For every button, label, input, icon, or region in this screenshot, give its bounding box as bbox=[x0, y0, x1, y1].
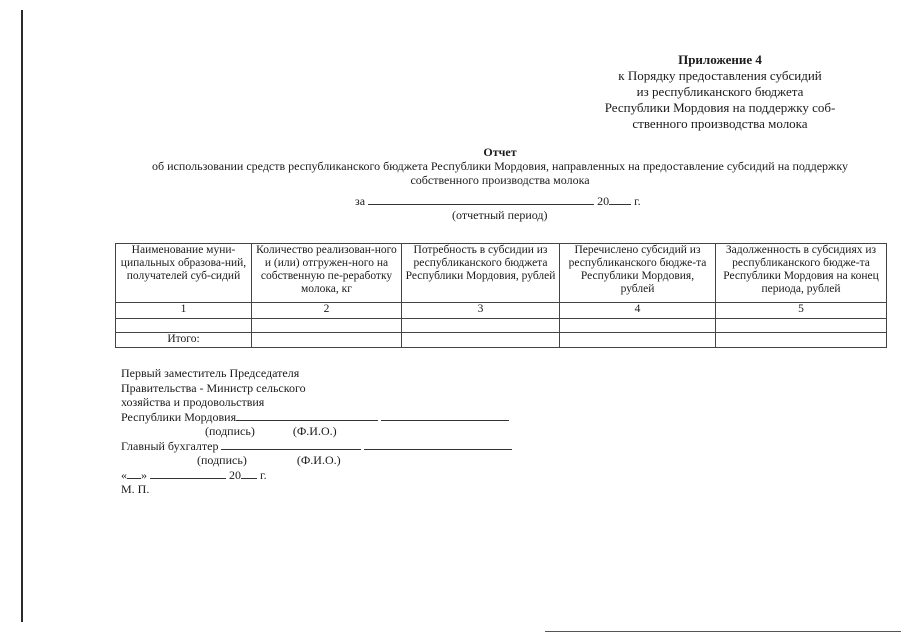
period-year-blank[interactable] bbox=[609, 194, 631, 205]
official-title-line: Первый заместитель Председателя bbox=[121, 366, 300, 380]
period-caption: (отчетный период) bbox=[452, 208, 548, 222]
date-close-quote: » bbox=[141, 467, 147, 482]
column-header: Количество реализован-ного и (или) отгружен-ного на собственную пе-реработку молока, кг bbox=[252, 244, 402, 303]
official-signature-blank[interactable] bbox=[236, 410, 378, 421]
table-header-row bbox=[116, 244, 887, 303]
official-title-line: Республики Мордовия bbox=[121, 409, 237, 424]
appendix-line: из республиканского бюджета bbox=[636, 84, 804, 99]
official-name-blank[interactable] bbox=[381, 410, 509, 421]
period-blank[interactable] bbox=[368, 194, 594, 205]
table-cell[interactable] bbox=[716, 319, 887, 333]
column-number: 4 bbox=[560, 303, 716, 319]
report-subtitle-line: об использовании средств республиканского бюджета Республики Мордовия, направленных на предоставление субсидий на поддержку bbox=[151, 159, 849, 173]
period-prefix: за bbox=[355, 194, 366, 208]
column-number-row bbox=[116, 303, 887, 319]
period-year-suffix: г. bbox=[634, 194, 641, 208]
official-title-line: Правительства - Министр сельского bbox=[121, 380, 306, 395]
appendix-line: к Порядку предоставления субсидий bbox=[618, 68, 822, 83]
table-row bbox=[116, 319, 887, 333]
report-title: Отчет bbox=[483, 145, 517, 159]
name-caption: (Ф.И.О.) bbox=[292, 424, 337, 438]
appendix-line: Республики Мордовия на поддержку соб- bbox=[604, 100, 836, 115]
table-cell[interactable] bbox=[116, 319, 252, 333]
appendix-block bbox=[560, 52, 880, 132]
stamp-label: М. П. bbox=[121, 482, 150, 496]
total-row bbox=[116, 333, 887, 348]
page-bottom-edge bbox=[545, 631, 901, 632]
column-number: 3 bbox=[402, 303, 560, 319]
official-title-line: хозяйства и продовольствия bbox=[121, 395, 265, 409]
table-cell[interactable] bbox=[560, 319, 716, 333]
date-line bbox=[121, 468, 512, 483]
report-subtitle-line: собственного производства молока bbox=[410, 173, 590, 187]
date-year-prefix: 20 bbox=[229, 467, 241, 482]
accountant-label: Главный бухгалтер bbox=[121, 438, 219, 453]
column-number: 2 bbox=[252, 303, 402, 319]
report-heading bbox=[115, 145, 885, 187]
table-cell[interactable] bbox=[560, 333, 716, 348]
column-header: Задолженность в субсидиях из республиканского бюдже-та Республики Мордовия на конец периода, рублей bbox=[716, 244, 887, 303]
accountant-captions bbox=[121, 453, 512, 468]
name-caption: (Ф.И.О.) bbox=[296, 453, 341, 467]
date-open-quote: « bbox=[121, 467, 127, 482]
accountant-signature-line bbox=[121, 439, 512, 454]
report-table bbox=[115, 243, 887, 348]
column-header: Потребность в субсидии из республиканского бюджета Республики Мордовия, рублей bbox=[402, 244, 560, 303]
appendix-title: Приложение 4 bbox=[678, 52, 762, 67]
date-year-suffix: г. bbox=[260, 467, 267, 482]
date-month-blank[interactable] bbox=[150, 468, 226, 479]
date-year-blank[interactable] bbox=[241, 468, 257, 479]
column-number: 5 bbox=[716, 303, 887, 319]
accountant-signature-blank[interactable] bbox=[221, 439, 361, 450]
page-left-edge bbox=[21, 10, 23, 622]
accountant-name-blank[interactable] bbox=[364, 439, 512, 450]
total-label: Итого: bbox=[116, 333, 252, 348]
official-signature-line bbox=[121, 410, 512, 425]
table-cell[interactable] bbox=[402, 319, 560, 333]
column-header: Наименование муни-ципальных образова-ний, получателей суб-сидий bbox=[116, 244, 252, 303]
period-year-prefix: 20 bbox=[597, 194, 610, 208]
table-cell[interactable] bbox=[252, 333, 402, 348]
column-number: 1 bbox=[116, 303, 252, 319]
appendix-line: ственного производства молока bbox=[632, 116, 808, 131]
table-cell[interactable] bbox=[402, 333, 560, 348]
column-header: Перечислено субсидий из республиканского бюдже-та Республики Мордовия, рублей bbox=[560, 244, 716, 303]
date-day-blank[interactable] bbox=[127, 468, 141, 479]
table-cell[interactable] bbox=[716, 333, 887, 348]
signature-caption: (подпись) bbox=[205, 424, 255, 438]
signature-caption: (подпись) bbox=[197, 453, 247, 467]
period-line bbox=[355, 194, 641, 208]
table-cell[interactable] bbox=[252, 319, 402, 333]
official-captions bbox=[121, 424, 512, 439]
signature-block bbox=[121, 366, 512, 497]
